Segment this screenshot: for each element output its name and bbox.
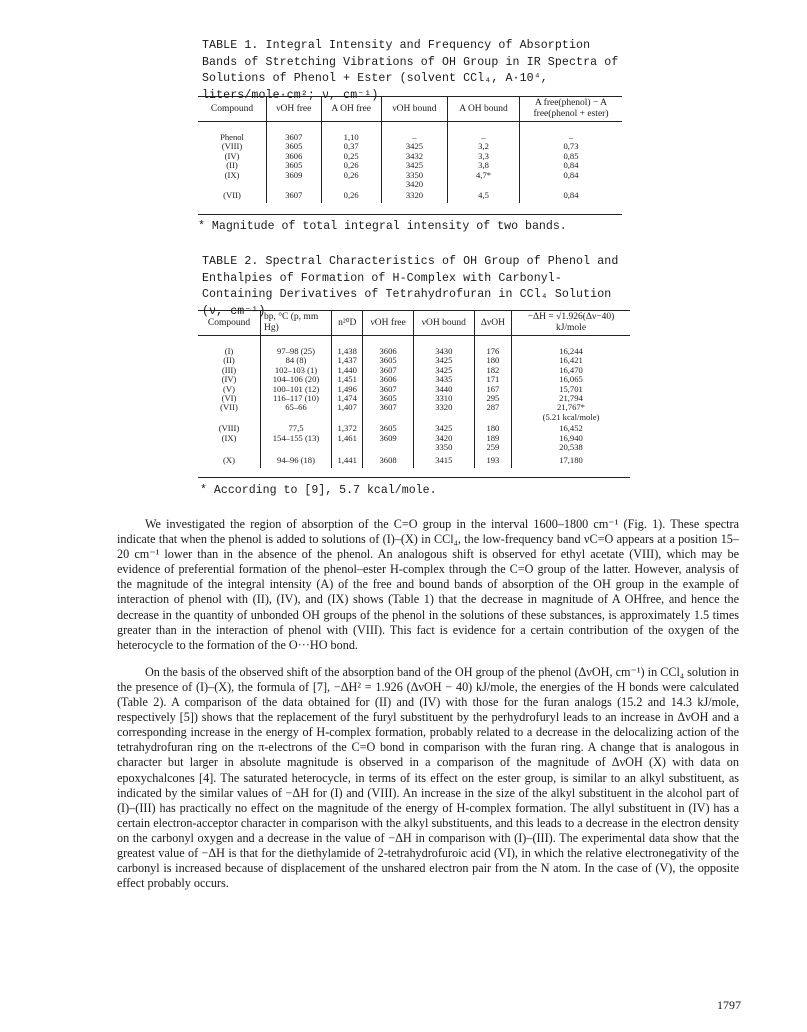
table-cell: 0,26 bbox=[321, 189, 381, 202]
table1-header: νOH bound bbox=[381, 97, 447, 122]
table1-footnote: * Magnitude of total integral intensity of two bands. bbox=[198, 220, 567, 233]
table-cell: 4,5 bbox=[448, 189, 520, 202]
table-cell: 3606 3605 3607 3606 3607 3605 3607 bbox=[363, 336, 413, 423]
page-number: 1797 bbox=[717, 998, 741, 1012]
table-cell: 0,84 bbox=[520, 189, 623, 202]
body-text bbox=[117, 517, 739, 891]
table1-header: A OH free bbox=[321, 97, 381, 122]
table2-header: bp, °C (p, mm Hg) bbox=[261, 311, 332, 336]
table2-header: νOH bound bbox=[413, 311, 474, 336]
table1 bbox=[198, 96, 622, 203]
table1-bottom-rule bbox=[198, 214, 622, 215]
table1-caption: TABLE 1. Integral Intensity and Frequency of Absorption Bands of Stretching Vibrations of OH Group in IR Spectra of Solutions of Phenol + Ester (solvent CCl₄, A·10⁴, liters/mole·cm²; ν, cm⁻¹) bbox=[202, 39, 619, 102]
table1-header: νOH free bbox=[267, 97, 322, 122]
table2-caption: TABLE 2. Spectral Characteristics of OH Group of Phenol and Enthalpies of Formation of H-Complex with Carbonyl-Containing Derivatives of Tetrahydrofuran in CCl₄ Solution (ν, cm⁻¹) bbox=[202, 255, 619, 318]
table-cell: 3415 bbox=[413, 454, 474, 467]
table2-header: ΔνOH bbox=[474, 311, 511, 336]
table-cell: 3605 3609 bbox=[363, 422, 413, 454]
table1-header: Compound bbox=[198, 97, 267, 122]
table-cell: 3425 3420 3350 bbox=[413, 422, 474, 454]
table-cell: 16,244 16,421 16,470 16,065 15,701 21,794 21,767* (5.21 kcal/mole) bbox=[512, 336, 631, 423]
table2-header: n²⁰D bbox=[332, 311, 363, 336]
table-cell: 1,438 1,437 1,440 1,451 1,496 1,474 1,407 bbox=[332, 336, 363, 423]
table-cell: 176 180 182 171 167 295 287 bbox=[474, 336, 511, 423]
table-row bbox=[198, 189, 622, 202]
table-cell: 97–98 (25) 84 (8) 102–103 (1) 104–106 (20) 100–101 (12) 116–117 (10) 65–66 bbox=[261, 336, 332, 423]
table1-header-row bbox=[198, 97, 622, 122]
table-cell: 3607 3605 3606 3605 3609 bbox=[267, 122, 322, 190]
table-cell: 1,441 bbox=[332, 454, 363, 467]
table2-header-row bbox=[198, 311, 630, 336]
table-cell: 77,5 154–155 (13) bbox=[261, 422, 332, 454]
table-cell: 94–96 (18) bbox=[261, 454, 332, 467]
table-cell: 3430 3425 3425 3435 3440 3310 3320 bbox=[413, 336, 474, 423]
table2-header: Compound bbox=[198, 311, 261, 336]
table-cell: 3607 bbox=[267, 189, 322, 202]
table-row bbox=[198, 454, 630, 467]
table2-bottom-rule bbox=[198, 477, 630, 478]
table-cell: (X) bbox=[223, 455, 235, 466]
table2-header: −ΔH = √1.926(Δν−40) kJ/mole bbox=[512, 311, 631, 336]
paragraph-2: On the basis of the observed shift of the absorption band of the OH group of the phenol (ΔνOH, cm⁻¹) in CCl₄ solution in the presence of (I)–(X), the formula of [7], −ΔH² = 1.926 (ΔνOH − 40) kJ/mole, the energies of the H bonds were calculated (Table 2). A comparison of the data obtained for (II) and (IV) with those for the furan analogs (15.2 and 14.3 kJ/mole, respectively [5]) shows that the replacement of the furyl substituent by the perhydrofuryl leads to an increase in ΔνOH and a corresponding increase in the energy of H-complex formation, probably related to a decrease in the delocalizing action of the tetrahydrofuran ring on the π-electrons of the C=O bond in comparison with the furan ring. A change that is analogous in character but larger in absolute magnitude is observed in a comparison of the magnitude of ΔνOH (X) with data on epoxychalcones [4]. The saturated heterocycle, in terms of its effect on the ester group, is similar to an alkyl substituent, as indicated by the similar values of −ΔH for (I) and (VIII). An increase in the size of the alkyl substituent in the alcohol part of (I)–(III) has practically no effect on the magnitude of the energy of H-complex formation. The allyl substituent in (IV) has a certain electron-acceptor character in comparison with the alkyl substituents, and this leads to a decrease in the electron density on the carbonyl oxygen and a decrease in the value of −ΔH in comparison with (I)–(III). The experimental data show that the greatest value of −ΔH is that for the diethylamide of 2-tetrahydrofuroic acid (VI), in which the relative electronegativity of the carbonyl is increased because of displacement of the unshared electron pair from the N atom. In the case of (V), the opposite effect probably occurs. bbox=[117, 664, 739, 891]
table-cell: (VII) bbox=[223, 190, 241, 201]
table1-header: A free(phenol) − A free(phenol + ester) bbox=[520, 97, 623, 122]
table2-footnote: * According to [9], 5.7 kcal/mole. bbox=[200, 484, 437, 497]
table-cell: Phenol (VIII) (IV) (II) (IX) bbox=[220, 132, 244, 180]
table2 bbox=[198, 310, 630, 468]
table-row bbox=[198, 422, 630, 454]
table-cell: (VIII) (IX) bbox=[218, 423, 240, 443]
table-cell: (I) (II) (III) (IV) (V) (VI) (VII) bbox=[220, 346, 238, 413]
table-row bbox=[198, 336, 630, 423]
table-cell: 180 189 259 bbox=[474, 422, 511, 454]
table-cell: – 3,2 3,3 3,8 4,7* bbox=[448, 122, 520, 190]
table-cell: – 0,73 0,85 0,84 0,84 bbox=[520, 122, 623, 190]
table-cell: 3320 bbox=[381, 189, 447, 202]
table2-header: νOH free bbox=[363, 311, 413, 336]
table-cell: 1,10 0,37 0,25 0,26 0,26 bbox=[321, 122, 381, 190]
paragraph-1: We investigated the region of absorption of the C=O group in the interval 1600–1800 cm⁻¹ (Fig. 1). These spectra indicate that when the phenol is added to solutions of (I)–(X) in CCl₄, the low-frequency band νC=O appears at a position 15–20 cm⁻¹ lower than in the absence of the phenol. An analogous shift is observed for ethyl acetate (VIII), which may be evidence of preferential formation of the phenol–ester H-complex through the C=O group of the latter. However, analysis of the magnitude of the integral intensity (A) of the free and bound bands of absorption of the OH group in the example of interaction of phenol with (II), (IV), and (IX) shows (Table 1) that the decrease in magnitude of A OHfree, and hence the decrease in the quantity of unbonded OH groups of the phenol in the solutions of these substances, is approximately 1.5 times greater than in the interaction of phenol with (VIII). This fact is evidence for a certain contribution of the oxygen of the heterocycle to the formation of the O···HO bond. bbox=[117, 517, 739, 652]
table-cell: – 3425 3432 3425 3350 3420 bbox=[381, 122, 447, 190]
table-cell: 1,372 1,461 bbox=[332, 422, 363, 454]
table-row bbox=[198, 122, 622, 190]
table1-header: A OH bound bbox=[448, 97, 520, 122]
table-cell: 16,452 16,940 20,538 bbox=[512, 422, 631, 454]
table-cell: 193 bbox=[474, 454, 511, 467]
table-cell: 3608 bbox=[363, 454, 413, 467]
table-cell: 17,180 bbox=[512, 454, 631, 467]
